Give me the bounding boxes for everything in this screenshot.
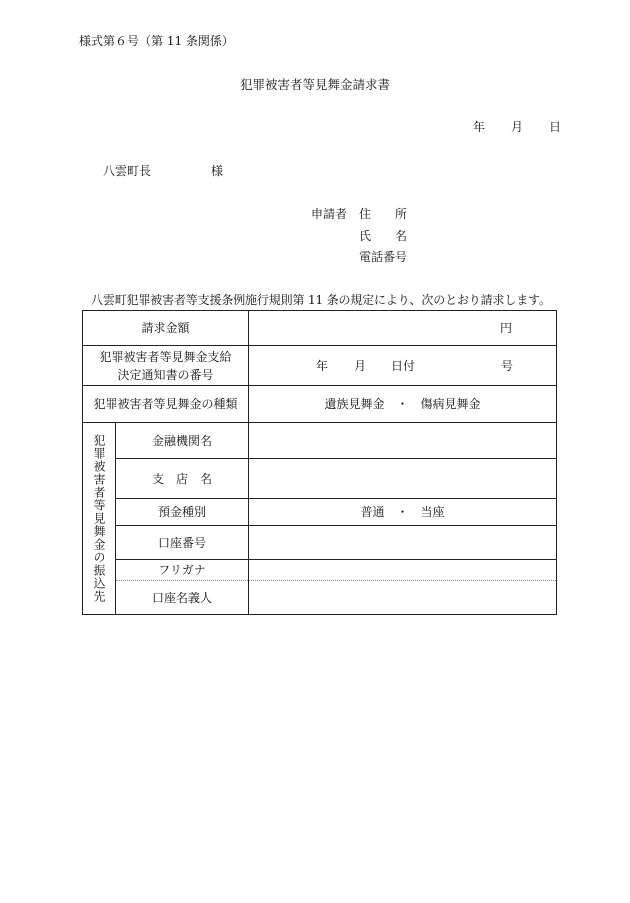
intro-text: 八雲町犯罪被害者等支援条例施行規則第 11 条の規定により、次のとおり請求します。 <box>91 293 551 307</box>
addressee <box>103 164 223 178</box>
deposit-type-options[interactable]: 普通 ・ 当座 <box>249 499 557 526</box>
notice-year: 年 <box>316 358 329 373</box>
holder-label: 口座名義人 <box>116 581 249 615</box>
addressee-name: 八雲町長 <box>103 164 152 178</box>
applicant-address-label: 住 所 <box>359 207 408 221</box>
notice-day: 日付 <box>391 358 416 373</box>
branch-field[interactable] <box>249 459 557 499</box>
date-day-label: 日 <box>549 120 562 134</box>
claim-table <box>82 310 557 615</box>
holder-field[interactable] <box>249 581 557 615</box>
amount-field[interactable] <box>249 311 557 346</box>
notice-label-line1: 犯罪被害者等見舞金支給 <box>99 349 232 364</box>
applicant-role: 申請者 <box>311 207 348 221</box>
notice-field[interactable] <box>249 346 557 386</box>
transfer-group-label <box>83 423 116 615</box>
amount-label: 請求金額 <box>83 311 249 346</box>
bank-field[interactable] <box>249 423 557 459</box>
document-title: 犯罪被害者等見舞金請求書 <box>239 77 390 92</box>
account-number-label: 口座番号 <box>116 526 249 560</box>
amount-row <box>83 311 557 346</box>
holder-row <box>83 581 557 615</box>
form-number: 様式第６号（第 11 条関係） <box>79 34 234 48</box>
addressee-suffix: 様 <box>211 164 224 178</box>
furigana-row <box>83 560 557 581</box>
applicant-name-label: 氏 名 <box>359 229 408 243</box>
deposit-type-label: 預金種別 <box>116 499 249 526</box>
applicant-address-row <box>311 207 407 221</box>
notice-row <box>83 346 557 386</box>
notice-number: 号 <box>501 358 514 373</box>
type-row <box>83 386 557 423</box>
amount-unit: 円 <box>500 321 513 335</box>
furigana-field[interactable] <box>249 560 557 581</box>
notice-label-line2: 決定通知書の番号 <box>117 367 214 382</box>
date-year-label: 年 <box>473 120 486 134</box>
applicant-phone-label: 電話番号 <box>359 250 408 264</box>
branch-row <box>83 459 557 499</box>
type-label: 犯罪被害者等見舞金の種類 <box>83 386 249 423</box>
date-line <box>473 120 561 134</box>
account-number-field[interactable] <box>249 526 557 560</box>
notice-label <box>83 346 249 386</box>
account-number-row <box>83 526 557 560</box>
transfer-group-text: 犯罪被害者等見舞金の振込先 <box>92 434 106 603</box>
bank-label: 金融機関名 <box>116 423 249 459</box>
bank-row <box>83 423 557 459</box>
date-month-label: 月 <box>511 120 524 134</box>
type-options[interactable]: 遺族見舞金 ・ 傷病見舞金 <box>249 386 557 423</box>
branch-label: 支 店 名 <box>116 459 249 499</box>
furigana-label: フリガナ <box>116 560 249 581</box>
deposit-type-row <box>83 499 557 526</box>
notice-month: 月 <box>354 358 367 373</box>
